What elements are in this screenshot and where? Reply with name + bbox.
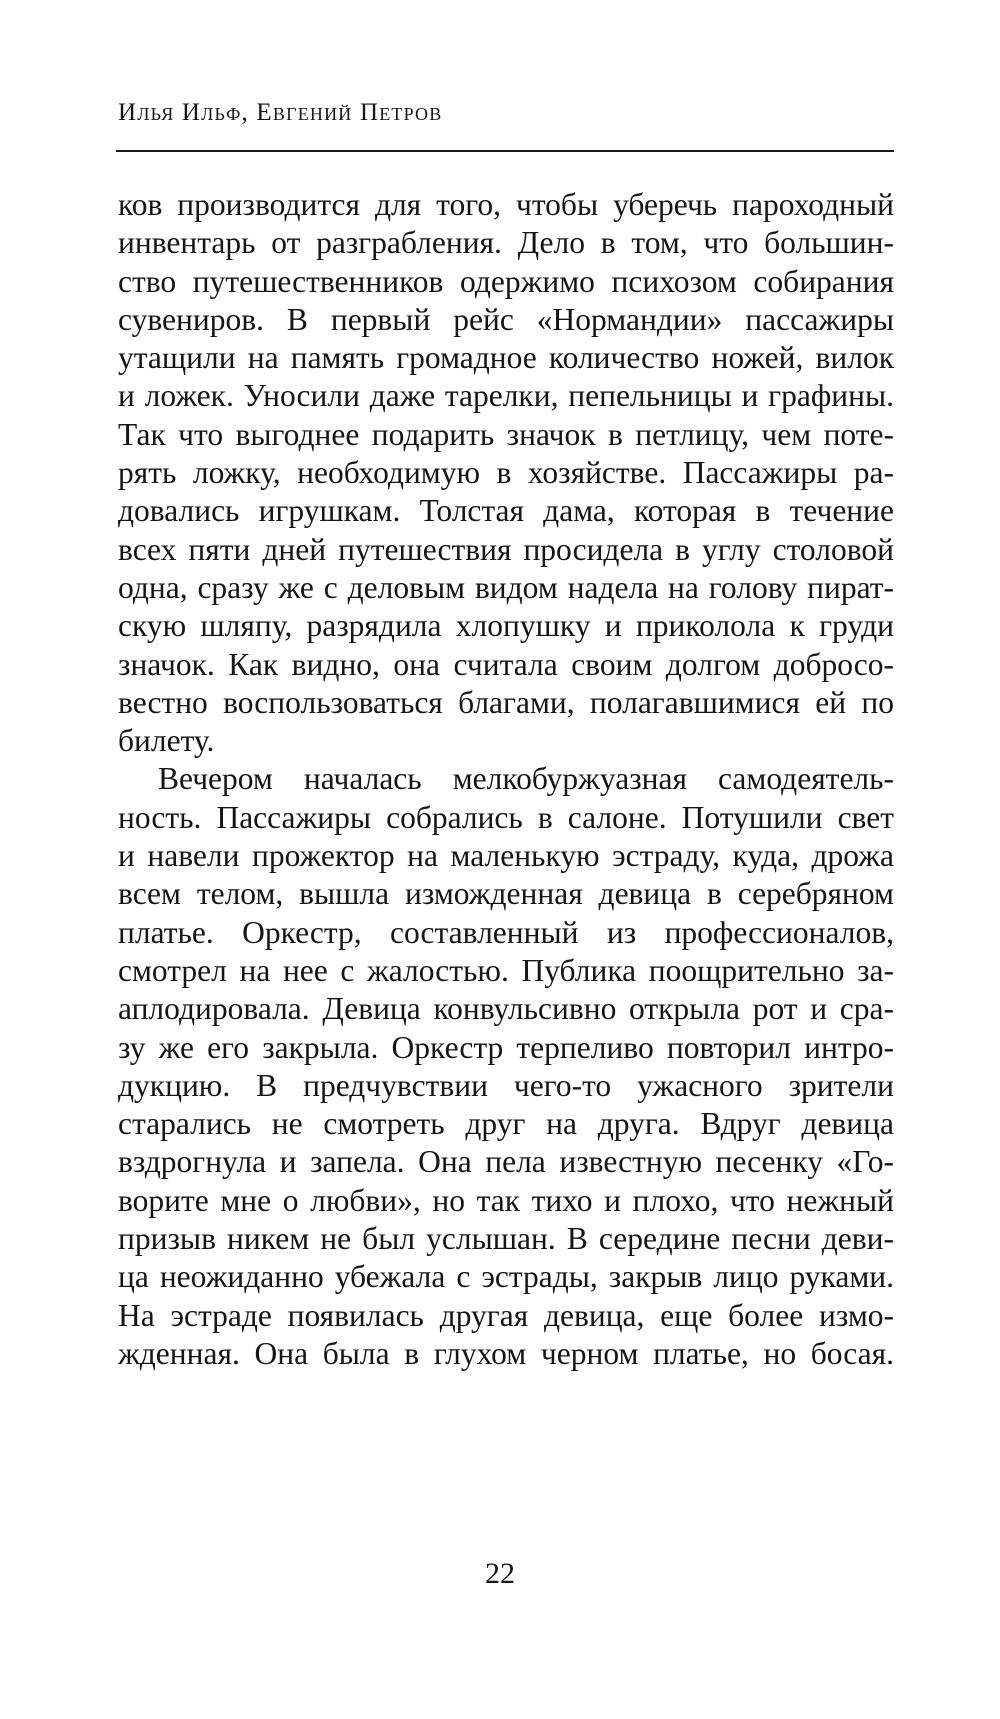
- text-line: инвентарь от разграбления. Дело в том, что большин-: [118, 225, 894, 261]
- text-line: призыв никем не был услышан. В середине песни деви-: [118, 1221, 894, 1257]
- text-line: зу же его закрыла. Оркестр терпеливо повторил интро-: [118, 1029, 894, 1065]
- text-line: вздрогнула и запела. Она пела известную песенку «Го-: [118, 1144, 894, 1180]
- text-line: одна, сразу же с деловым видом надела на голову пират-: [118, 569, 894, 605]
- paragraph-1: [118, 186, 894, 760]
- text-line: ков производится для того, чтобы уберечь пароходный: [118, 187, 894, 222]
- text-line: рять ложку, необходимую в хозяйстве. Пассажиры ра-: [118, 455, 894, 491]
- paragraph-2: [118, 760, 894, 1373]
- text-line: вестно воспользоваться благами, полагавшимися ей по: [118, 684, 894, 720]
- running-head: Илья Ильф, Евгений Петров: [118, 99, 443, 126]
- text-line: значок. Как видно, она считала своим долгом добросо-: [118, 646, 894, 682]
- text-line: утащили на память громадное количество ножей, вилок: [118, 340, 894, 376]
- text-line: старались не смотреть друг на друга. Вдруг девица: [118, 1106, 894, 1142]
- text-line: жденная. Она была в глухом черном платье, но босая.: [118, 1335, 894, 1371]
- text-line: и ложек. Уносили даже тарелки, пепельницы и графины.: [118, 378, 894, 414]
- text-line: всех пяти дней путешествия просидела в углу столовой: [118, 531, 894, 567]
- header-rule: [116, 150, 894, 152]
- text-line: сувениров. В первый рейс «Нормандии» пассажиры: [118, 301, 894, 337]
- text-line: аплодировала. Девица конвульсивно открыла рот и сра-: [118, 991, 894, 1027]
- text-line: платье. Оркестр, составленный из профессионалов,: [118, 914, 894, 950]
- page-number: 22: [485, 1557, 515, 1590]
- text-line: ца неожиданно убежала с эстрады, закрыв лицо руками.: [118, 1259, 894, 1295]
- text-line: Вечером началась мелкобуржуазная самодеятель-: [158, 761, 894, 797]
- text-line: дукцию. В предчувствии чего-то ужасного зрители: [118, 1067, 894, 1103]
- text-line: довались игрушкам. Толстая дама, которая в течение: [118, 493, 894, 529]
- text-line: ство путешественников одержимо психозом собирания: [118, 263, 894, 299]
- body-text: [118, 186, 894, 1373]
- text-line: ворите мне о любви», но так тихо и плохо, что нежный: [118, 1182, 894, 1218]
- text-line: скую шляпу, разрядила хлопушку и приколола к груди: [118, 608, 894, 644]
- text-line: ность. Пассажиры собрались в салоне. Потушили свет: [118, 799, 894, 835]
- text-line: билету.: [118, 723, 215, 759]
- text-line: всем телом, вышла изможденная девица в серебряном: [118, 876, 894, 912]
- text-line: Так что выгоднее подарить значок в петлицу, чем поте-: [118, 416, 894, 452]
- text-line: и навели прожектор на маленькую эстраду, куда, дрожа: [118, 838, 894, 874]
- text-line: На эстраде появилась другая девица, еще более измо-: [118, 1297, 894, 1333]
- text-line: смотрел на нее с жалостью. Публика поощрительно за-: [118, 952, 894, 988]
